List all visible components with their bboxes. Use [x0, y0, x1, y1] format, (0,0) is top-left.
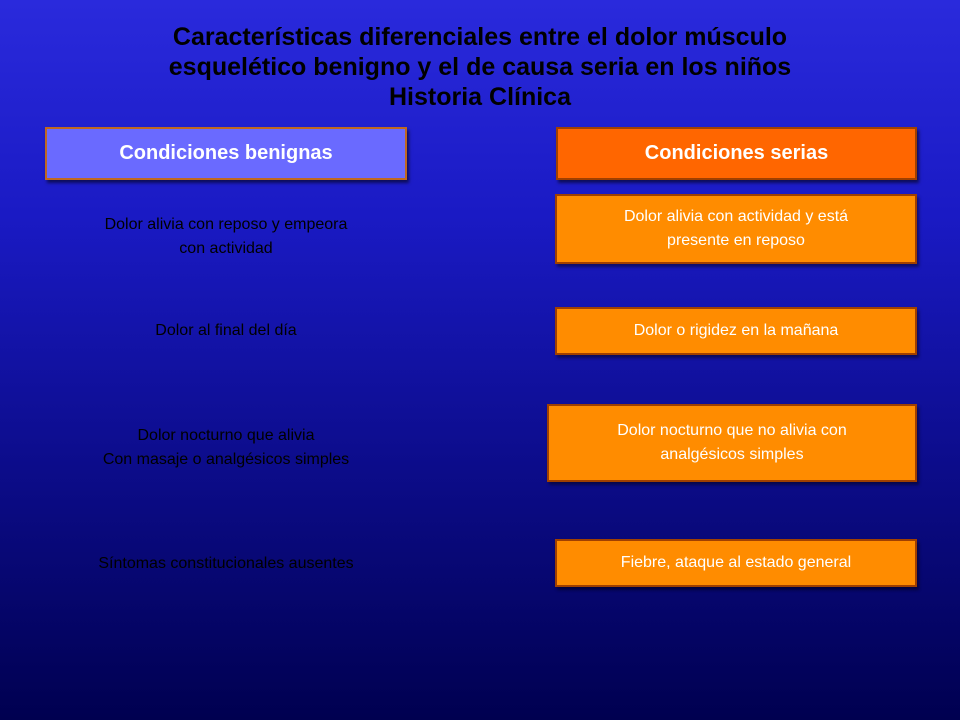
- benign-item-1-line-1: Dolor alivia con reposo y empeora: [104, 216, 348, 233]
- benign-conditions-header: [45, 127, 407, 180]
- serious-item-1-line-1: Dolor alivia con actividad y está: [623, 208, 849, 225]
- serious-item-4-line-1: Fiebre, ataque al estado general: [620, 554, 852, 571]
- benign-item-3-line-1: Dolor nocturno que alivia: [137, 427, 315, 444]
- serious-item-3-line-2: analgésicos simples: [660, 446, 804, 463]
- title-line-1: Características diferenciales entre el dolor músculo: [172, 23, 788, 51]
- benign-item-1: [45, 213, 407, 261]
- serious-item-1: [555, 194, 917, 264]
- title-line-3: Historia Clínica: [389, 83, 571, 111]
- benign-item-3: [45, 424, 407, 472]
- serious-conditions-header: [556, 127, 917, 180]
- benign-item-1-line-2: con actividad: [179, 240, 273, 257]
- benign-item-3-line-2: Con masaje o analgésicos simples: [102, 451, 350, 468]
- title-line-2: esquelético benigno y el de causa seria en los niños: [168, 53, 792, 81]
- benign-header-label: Condiciones benignas: [119, 142, 333, 164]
- page-title: [0, 22, 960, 112]
- benign-item-2-line-1: Dolor al final del día: [155, 322, 297, 339]
- benign-item-4-line-1: Síntomas constitucionales ausentes: [98, 555, 354, 572]
- serious-item-2-line-1: Dolor o rigidez en la mañana: [633, 322, 839, 339]
- benign-item-2: [45, 319, 407, 343]
- benign-item-4: [45, 552, 407, 576]
- serious-item-4: [555, 539, 917, 587]
- serious-header-label: Condiciones serias: [644, 142, 829, 164]
- serious-item-3: [547, 404, 917, 482]
- serious-item-1-line-2: presente en reposo: [667, 232, 805, 249]
- serious-item-3-line-1: Dolor nocturno que no alivia con: [617, 422, 847, 439]
- serious-item-2: [555, 307, 917, 355]
